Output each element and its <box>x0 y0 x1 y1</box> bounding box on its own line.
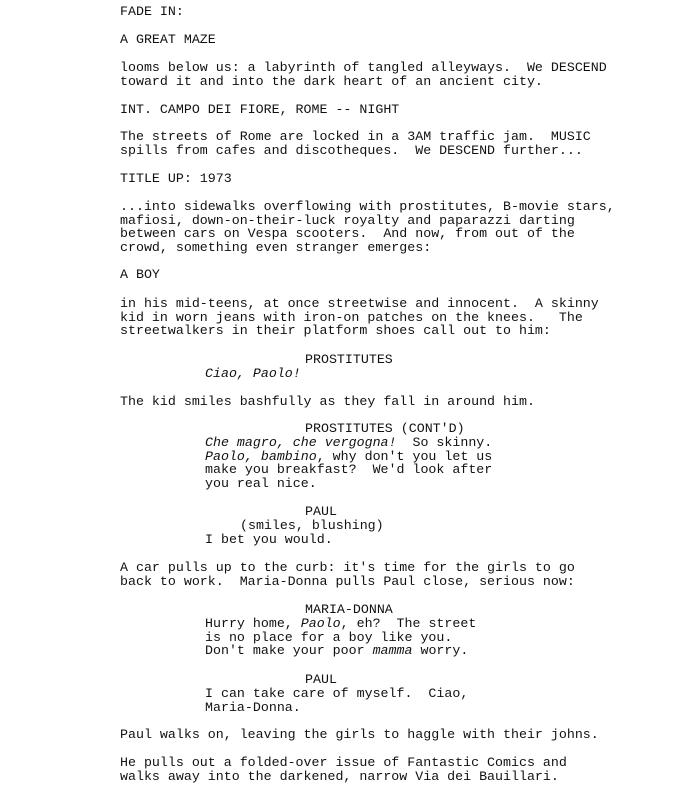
character-prostitutes: PROSTITUTES <box>305 352 393 367</box>
dialogue-paul-take-care: I can take care of myself. Ciao, Maria-Donna. <box>205 686 469 715</box>
character-paul: PAUL <box>305 504 337 519</box>
dialogue-italic-text: Paolo <box>300 616 341 631</box>
scene-heading-campo-dei-fiore: INT. CAMPO DEI FIORE, ROME -- NIGHT <box>120 102 400 117</box>
character-paul-2: PAUL <box>305 672 337 687</box>
dialogue-italic-text: Ciao, Paolo! <box>205 366 301 381</box>
dialogue-text: Hurry home, <box>205 616 301 631</box>
dialogue-prostitutes-ciao <box>205 367 301 381</box>
action-kid-smiles: The kid smiles bashfully as they fall in around him. <box>120 394 535 409</box>
dialogue-text: you real nice. <box>205 475 317 491</box>
character-prostitutes-contd: PROSTITUTES (CONT'D) <box>305 421 465 436</box>
heading-a-boy: A BOY <box>120 267 160 282</box>
transition-fade-in: FADE IN: <box>120 4 184 19</box>
title-up-1973: TITLE UP: 1973 <box>120 171 232 186</box>
parenthetical-paul: (smiles, blushing) <box>240 518 384 533</box>
character-maria-donna: MARIA-DONNA <box>305 602 393 617</box>
dialogue-text: worry. <box>412 643 469 659</box>
action-boy-description: in his mid-teens, at once streetwise and innocent. A skinny kid in worn jeans with iron-on patches on the knees. The streetwalkers in their platform shoes call out to him: <box>120 296 599 339</box>
dialogue-text: make you breakfast? We'd look after <box>205 462 493 478</box>
action-car-pulls-up: A car pulls up to the curb: it's time for the girls to go back to work. Maria-Donna pulls Paul close, serious now: <box>120 560 575 589</box>
dialogue-text: Don't make your poor <box>205 643 373 659</box>
dialogue-italic-text: Paolo, bambino <box>205 448 317 464</box>
action-fantastic-comics: He pulls out a folded-over issue of Fantastic Comics and walks away into the darkened, narrow Via dei Bauillari. <box>120 755 567 784</box>
dialogue-text: So skinny. <box>396 435 493 450</box>
dialogue-maria-donna <box>205 617 476 658</box>
action-paul-walks-on: Paul walks on, leaving the girls to haggle with their johns. <box>120 727 599 742</box>
heading-great-maze: A GREAT MAZE <box>120 32 216 47</box>
action-rome-streets: The streets of Rome are locked in a 3AM traffic jam. MUSIC spills from cafes and discotheques. We DESCEND further... <box>120 129 591 158</box>
dialogue-prostitutes-breakfast <box>205 436 492 490</box>
dialogue-text: , why don't you let us <box>316 448 493 464</box>
dialogue-paul-bet: I bet you would. <box>205 532 333 547</box>
action-sidewalks: ...into sidewalks overflowing with prostitutes, B-movie stars, mafiosi, down-on-their-luck royalty and paparazzi darting between cars on Vespa scooters. And now, from out of the crowd, something even stranger emerges: <box>120 199 615 255</box>
action-maze-description: looms below us: a labyrinth of tangled alleyways. We DESCEND toward it and into the dark heart of an ancient city. <box>120 60 607 89</box>
dialogue-italic-text: mamma <box>372 643 413 659</box>
dialogue-text: , eh? The street <box>340 616 477 631</box>
dialogue-italic-text: Che magro, che vergogna! <box>205 435 397 450</box>
dialogue-text: is no place for a boy like you. <box>205 629 453 645</box>
